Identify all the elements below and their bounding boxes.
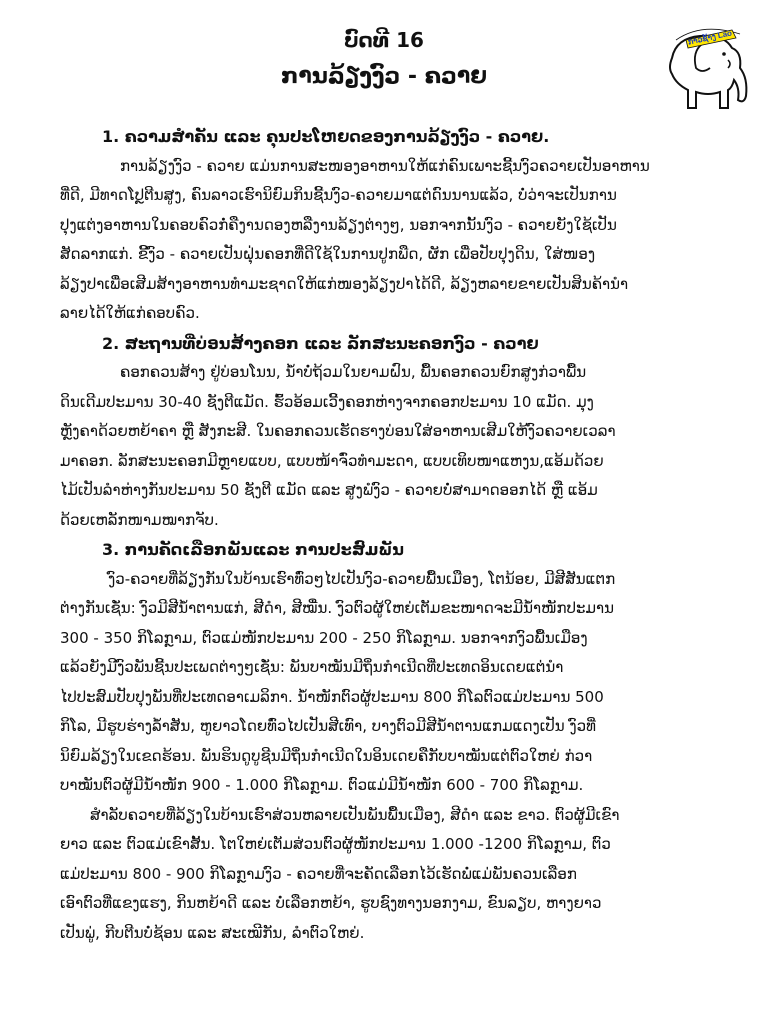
section3-para2-line: ແມ່ປະມານ 800 - 900 ກິໂລກຼາມງົວ - ຄວາຍທີ່ຈະຄັດເລືອກໄວ້ເຮັດພໍ່ແມ່ພັນຄວນເລືອກ xyxy=(60,864,577,883)
section3-line: ຕ່າງກັນເຊັ່ນ: ງົວມີສີນ້ຳຕານແກ່, ສີດຳ, ສີໝື່ນ. ງົວຕົວຜູ້ໃຫຍ່ເຕັມຂະໜາດຈະມີນ້ຳໜັກປະມານ xyxy=(60,599,614,617)
section2-line: ຄອກຄວນສ້າງ ຢູ່ບ່ອນໂນນ, ນ້ຳບໍ່ຖ້ວມໃນຍາມຝົນ, ພື້ນຄອກຄວນຍົກສູງກ່ວາພື້ນ xyxy=(120,363,587,381)
section3-line: ບາໝັນຕົວຜູ້ມີນ້ຳໜັກ 900 - 1.000 ກິໂລກຼາມ. ຕົວແມ່ມີນ້ຳໜັກ 600 - 700 ກິໂລກຼາມ. xyxy=(60,776,584,794)
section-heading-3: 3. ການຄັດເລືອກພັນແລະ ການປະສົມພັນ xyxy=(102,540,404,559)
lesson-title: ການລ້ຽງງົວ - ຄວາຍ xyxy=(281,64,487,89)
section1-line: ປຸງແຕ່ງອາຫານໃນຄອບຄົວກໍ່ຄືງານດອງຫລືງານລ້ຽງຕ່າງໆ, ນອກຈາກນັ້ນງົວ - ຄວາຍຍັງໃຊ້ເປັນ xyxy=(60,215,617,234)
section3-line: ນິຍົມລ້ຽງໃນເຂດຮ້ອນ. ພັນຮິນດູບູຊີນມີຖິ່ນກຳເນີດໃນອິນເດຍຄືກັບບາໝັນແຕ່ຕົວໃຫຍ່ ກ່ວາ xyxy=(60,746,593,765)
section-heading-2: 2. ສະຖານທີ່ບ່ອນສ້າງຄອກ ແລະ ລັກສະນະຄອກງົວ - ຄວາຍ xyxy=(102,333,539,353)
section3-line: ງົວ-ຄວາຍທີ່ລ້ຽງກັນໃນບ້ານເຮົາທົ່ວໆໄປເປັນງົວ-ຄວາຍພື້ນເມືອງ, ໂຕນ້ອຍ, ມີສີສັນແຕກ xyxy=(108,569,616,588)
section3-line: 300 - 350 ກິໂລກຼາມ, ຕົວແມ່ໜັກປະມານ 200 - 250 ກິໂລກຼາມ. ນອກຈາກງົວພື້ນເມືອງ xyxy=(60,628,588,647)
section3-para2-line: ສຳລັບຄວາຍທີ່ລ້ຽງໃນບ້ານເຮົາສ່ວນຫລາຍເປັນພັນພື້ນເມືອງ, ສີດຳ ແລະ ຂາວ. ຕົວຜູ້ມີເຂົາ xyxy=(90,805,620,824)
section2-line: ດິນເດີມປະມານ 30-40 ຊັງຕີແມັດ. ຮົ້ວອ້ອມເວີ້ງຄອກຫ່າງຈາກຄອກປະມານ 10 ແມັດ. ມຸງ xyxy=(60,392,594,411)
section3-para2-line: ຍາວ ແລະ ຕົວແມ່ເຂົາສັ້ນ. ໂຕໃຫຍ່ເຕັມສ່ວນຕົວຜູ້ໜັກປະມານ 1.000 -1200 ກິໂລກຼາມ, ຕົວ xyxy=(60,835,611,853)
section1-line: ລາຍໄດ້ໃຫ້ແກ່ຄອບຄົວ. xyxy=(60,304,200,322)
section3-para2-line: ເປັນພູ່, ກີບຕີນບໍ່ຊ້ອນ ແລະ ສະເໝີກັນ, ລຳຕົວໃຫຍ່. xyxy=(60,923,365,942)
section3-line: ແລ້ວຍັງມີງົວພັນຊີ້ນປະເພດຕ່າງໆເຊັ່ນ: ພັນບາໝັນມີຖິ່ນກຳເນີດທີ່ປະເທດອິນເດຍແຕ່ນຳ xyxy=(60,658,564,676)
section2-line: ໄມ້ເປັນລຳຫ່າງກັນປະມານ 50 ຊັງຕີ ແມັດ ແລະ ສູງພໍງົວ - ຄວາຍບໍ່ສາມາດອອກໄດ້ ຫຼື ແອ້ມ xyxy=(60,481,598,499)
lesson-number: ບົດທີ 16 xyxy=(344,28,424,52)
elephant-logo-icon xyxy=(662,18,758,118)
section1-line: ທີ່ດີ, ມີທາດໂປຼຕີນສູງ, ຄົນລາວເຮົານິຍົມກິນຊີ້ນງົວ-ຄວາຍມາແຕ່ດົນນານແລ້ວ, ບໍ່ວ່າຈະເປັນການ xyxy=(60,186,617,204)
section-heading-1: 1. ຄວາມສຳຄັນ ແລະ ຄຸນປະໂຫຍດຂອງການລ້ຽງງົວ - ຄວາຍ. xyxy=(102,127,550,146)
section2-line: ຫຼັງຄາດ້ວຍຫຍ້າຄາ ຫຼື ສັງກະສີ. ໃນຄອກຄວນເຮັດຮາງບ່ອນໃສ່ອາຫານເສີມໃຫ້ງົວຄວາຍເວລາ xyxy=(60,422,616,440)
document-body xyxy=(60,122,728,948)
section1-line: ສັດລາກແກ່. ຂີ້ງົວ - ຄວາຍເປັນຝຸ່ນຄອກທີ່ດີໃຊ້ໃນການປູກພືດ, ຜັກ ເພື່ອປັບປຸງດິນ, ໃສ່ໜອງ xyxy=(60,245,596,263)
section1-line: ລ້ຽງປາເພື່ອເສີມສ້າງອາຫານທຳມະຊາດໃຫ້ແກ່ໜອງລ້ຽງປາໄດ້ດີ, ລ້ຽງຫລາຍຂາຍເປັນສິນຄ້ານຳ xyxy=(60,274,629,293)
section3-line: ກິໂລ, ມີຮູບຮ່າງລ້ຳສັນ, ຫູຍາວໂດຍທົ່ວໄປເປັນສີເທົາ, ບາງຕົວມີສີນ້ຳຕານແກມແດງເປັນ ງົວທີ່ xyxy=(60,717,596,735)
section2-line: ດ້ວຍເຫລັກໜາມໝາກຈັບ. xyxy=(60,510,219,529)
svg-text:ກາວຊ້າງ Lao: ກາວຊ້າງ Lao xyxy=(687,28,733,47)
section1-line: ການລ້ຽງງົວ - ຄວາຍ ແມ່ນການສະໜອງອາຫານໃຫ້ແກ່ຄົນເພາະຊີ້ນງົວຄວາຍເປັນອາຫານ xyxy=(120,156,650,175)
section3-line: ໄປປະສົມປັບປຸງພັນທີ່ປະເທດອາເມລິກາ. ນ້ຳໜັກຕົວຜູ້ປະມານ 800 ກິໂລຕົວແມ່ປະມານ 500 xyxy=(60,687,604,706)
section2-line: ມາຄອກ. ລັກສະນະຄອກມີຫຼາຍແບບ, ແບບໜ້າຈົ່ວທຳມະດາ, ແບບເທິບໜາແຫງນ,ແອ້ມດ້ວຍ xyxy=(60,451,604,470)
section3-para2-line: ເອົາຕົວທີ່ແຂງແຮງ, ກິນຫຍ້າດີ ແລະ ບໍ່ເລືອກຫຍ້າ, ຮູບຊົງທາງນອກງາມ, ຂົນລຽບ, ຫາງຍາວ xyxy=(60,894,602,912)
